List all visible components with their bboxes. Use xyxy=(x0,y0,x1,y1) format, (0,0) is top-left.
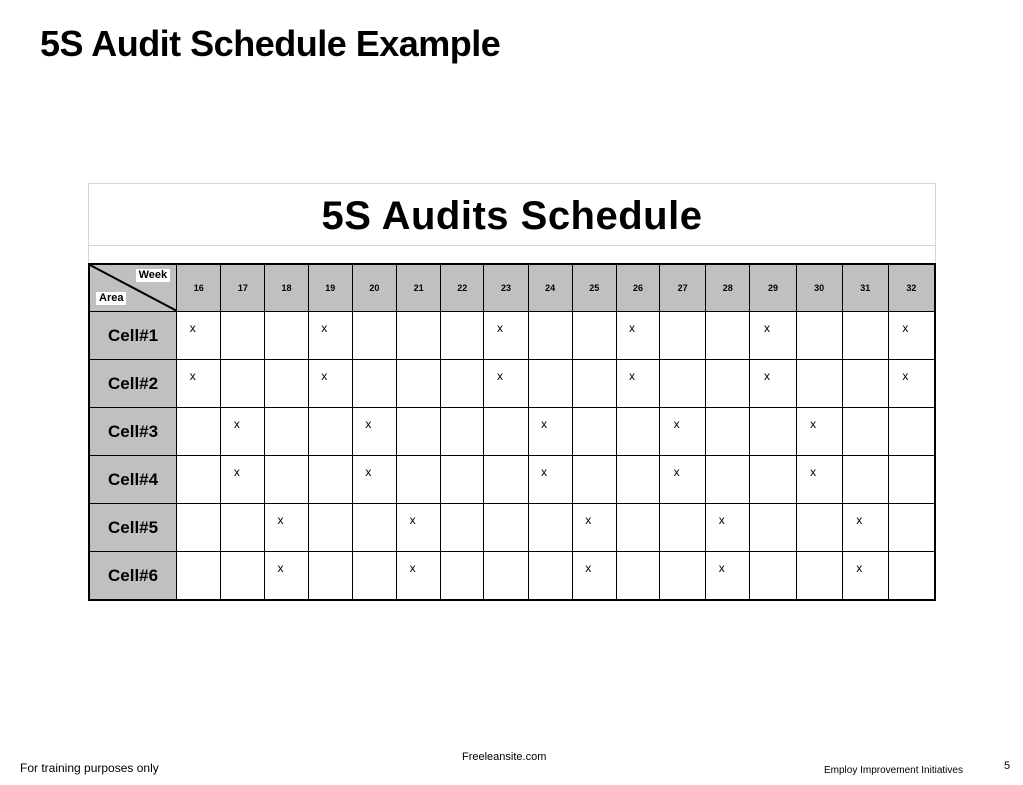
audit-mark: x xyxy=(409,560,416,575)
audit-mark: x xyxy=(902,320,909,335)
schedule-cell xyxy=(888,456,935,504)
schedule-cell xyxy=(441,312,484,360)
week-header: 20 xyxy=(352,264,396,312)
week-header: 32 xyxy=(888,264,935,312)
week-header: 18 xyxy=(265,264,308,312)
schedule-cell xyxy=(616,456,659,504)
schedule-cell xyxy=(706,408,750,456)
area-cell: Cell#1 xyxy=(89,312,177,360)
week-header: 22 xyxy=(441,264,484,312)
schedule-cell xyxy=(352,408,396,456)
schedule-cell xyxy=(706,312,750,360)
schedule-cell xyxy=(221,360,265,408)
schedule-cell xyxy=(221,312,265,360)
schedule-cell xyxy=(842,456,888,504)
gridline xyxy=(89,245,935,246)
schedule-cell xyxy=(750,504,796,552)
week-header: 27 xyxy=(660,264,706,312)
schedule-cell xyxy=(750,312,796,360)
audit-mark: x xyxy=(902,368,909,383)
audit-mark: x xyxy=(277,512,284,527)
audit-mark: x xyxy=(856,512,863,527)
schedule-cell xyxy=(397,360,441,408)
schedule-cell xyxy=(528,408,572,456)
schedule-cell xyxy=(616,312,659,360)
footer-disclaimer: For training purposes only xyxy=(20,761,159,775)
schedule-cell xyxy=(308,312,352,360)
schedule-cell xyxy=(308,504,352,552)
schedule-cell xyxy=(308,408,352,456)
table-row xyxy=(89,456,935,504)
audit-mark: x xyxy=(541,464,548,479)
audit-mark: x xyxy=(763,320,770,335)
schedule-cell xyxy=(888,408,935,456)
audit-mark: x xyxy=(277,560,284,575)
schedule-cell xyxy=(660,408,706,456)
table-row xyxy=(89,312,935,360)
schedule-cell xyxy=(796,408,842,456)
audit-mark: x xyxy=(810,416,817,431)
week-header: 29 xyxy=(750,264,796,312)
slide-title: 5S Audit Schedule Example xyxy=(40,23,501,64)
schedule-cell xyxy=(441,552,484,601)
schedule-cell xyxy=(660,456,706,504)
footer-tagline: Employ Improvement Initiatives xyxy=(824,765,963,776)
schedule-cell xyxy=(265,360,308,408)
audit-mark: x xyxy=(585,512,592,527)
schedule-cell xyxy=(484,504,528,552)
schedule-cell xyxy=(888,360,935,408)
week-label: Week xyxy=(136,269,171,282)
schedule-cell xyxy=(177,312,221,360)
audit-mark: x xyxy=(189,320,196,335)
schedule-cell xyxy=(842,552,888,601)
schedule-cell xyxy=(660,360,706,408)
schedule-cell xyxy=(528,456,572,504)
schedule-cell xyxy=(352,312,396,360)
schedule-cell xyxy=(177,456,221,504)
table-row xyxy=(89,408,935,456)
sheet-title-area xyxy=(88,183,936,263)
schedule-cell xyxy=(888,504,935,552)
week-header: 30 xyxy=(796,264,842,312)
area-cell: Cell#3 xyxy=(89,408,177,456)
schedule-cell xyxy=(177,504,221,552)
audit-mark: x xyxy=(718,512,725,527)
schedule-cell xyxy=(572,504,616,552)
audit-mark: x xyxy=(409,512,416,527)
schedule-cell xyxy=(397,312,441,360)
schedule-cell xyxy=(706,360,750,408)
schedule-cell xyxy=(528,552,572,601)
audit-mark: x xyxy=(585,560,592,575)
schedule-cell xyxy=(572,312,616,360)
area-cell: Cell#5 xyxy=(89,504,177,552)
schedule-cell xyxy=(265,504,308,552)
schedule-cell xyxy=(221,552,265,601)
schedule-cell xyxy=(177,360,221,408)
week-header: 26 xyxy=(616,264,659,312)
schedule-cell xyxy=(177,552,221,601)
schedule-cell xyxy=(660,504,706,552)
table-body xyxy=(89,312,935,601)
audit-mark: x xyxy=(233,416,240,431)
schedule-cell xyxy=(842,312,888,360)
week-header: 25 xyxy=(572,264,616,312)
schedule-cell xyxy=(796,312,842,360)
schedule-cell xyxy=(484,312,528,360)
week-header: 24 xyxy=(528,264,572,312)
schedule-cell xyxy=(221,504,265,552)
area-cell: Cell#6 xyxy=(89,552,177,601)
schedule-cell xyxy=(308,360,352,408)
audit-mark: x xyxy=(856,560,863,575)
audit-mark: x xyxy=(673,464,680,479)
sheet-title: 5S Audits Schedule xyxy=(321,194,703,238)
audit-mark: x xyxy=(365,464,372,479)
audit-mark: x xyxy=(628,320,635,335)
schedule-cell xyxy=(842,504,888,552)
audit-schedule-table xyxy=(88,263,936,601)
week-header: 17 xyxy=(221,264,265,312)
schedule-cell xyxy=(616,408,659,456)
schedule-cell xyxy=(706,504,750,552)
spreadsheet-image xyxy=(88,183,936,599)
schedule-cell xyxy=(308,552,352,601)
week-header: 19 xyxy=(308,264,352,312)
schedule-cell xyxy=(221,408,265,456)
footer-site: Freeleansite.com xyxy=(462,751,547,763)
schedule-cell xyxy=(888,312,935,360)
audit-mark: x xyxy=(365,416,372,431)
schedule-cell xyxy=(616,360,659,408)
table-row xyxy=(89,504,935,552)
schedule-cell xyxy=(265,456,308,504)
schedule-cell xyxy=(616,504,659,552)
schedule-cell xyxy=(528,504,572,552)
audit-mark: x xyxy=(496,368,503,383)
schedule-cell xyxy=(484,408,528,456)
schedule-cell xyxy=(352,552,396,601)
schedule-cell xyxy=(572,552,616,601)
schedule-cell xyxy=(572,360,616,408)
schedule-cell xyxy=(796,456,842,504)
audit-mark: x xyxy=(189,368,196,383)
schedule-cell xyxy=(796,360,842,408)
schedule-cell xyxy=(352,360,396,408)
area-cell: Cell#2 xyxy=(89,360,177,408)
table-header-row xyxy=(89,264,935,312)
schedule-cell xyxy=(397,504,441,552)
schedule-cell xyxy=(484,552,528,601)
schedule-cell xyxy=(397,552,441,601)
schedule-cell xyxy=(706,456,750,504)
schedule-cell xyxy=(750,456,796,504)
week-header: 23 xyxy=(484,264,528,312)
audit-mark: x xyxy=(321,320,328,335)
schedule-cell xyxy=(842,360,888,408)
schedule-cell xyxy=(397,408,441,456)
audit-mark: x xyxy=(541,416,548,431)
schedule-cell xyxy=(528,312,572,360)
week-header: 21 xyxy=(397,264,441,312)
schedule-cell xyxy=(265,552,308,601)
schedule-cell xyxy=(706,552,750,601)
audit-mark: x xyxy=(496,320,503,335)
schedule-cell xyxy=(397,456,441,504)
schedule-cell xyxy=(616,552,659,601)
schedule-cell xyxy=(441,504,484,552)
schedule-cell xyxy=(750,552,796,601)
schedule-cell xyxy=(572,408,616,456)
schedule-cell xyxy=(572,456,616,504)
audit-mark: x xyxy=(810,464,817,479)
schedule-cell xyxy=(888,552,935,601)
schedule-cell xyxy=(660,312,706,360)
schedule-cell xyxy=(352,504,396,552)
area-cell: Cell#4 xyxy=(89,456,177,504)
schedule-cell xyxy=(352,456,396,504)
schedule-cell xyxy=(265,408,308,456)
page-number: 5 xyxy=(1004,760,1011,772)
area-label: Area xyxy=(96,292,126,305)
table-row xyxy=(89,552,935,601)
audit-mark: x xyxy=(673,416,680,431)
audit-mark: x xyxy=(321,368,328,383)
week-header: 16 xyxy=(177,264,221,312)
schedule-cell xyxy=(750,360,796,408)
week-header: 28 xyxy=(706,264,750,312)
schedule-cell xyxy=(660,552,706,601)
schedule-cell xyxy=(528,360,572,408)
corner-cell xyxy=(89,264,177,312)
table-row xyxy=(89,360,935,408)
audit-mark: x xyxy=(233,464,240,479)
schedule-cell xyxy=(842,408,888,456)
schedule-cell xyxy=(308,456,352,504)
week-header: 31 xyxy=(842,264,888,312)
schedule-cell xyxy=(441,408,484,456)
audit-mark: x xyxy=(718,560,725,575)
schedule-cell xyxy=(796,504,842,552)
schedule-cell xyxy=(484,456,528,504)
audit-mark: x xyxy=(763,368,770,383)
schedule-cell xyxy=(221,456,265,504)
schedule-cell xyxy=(177,408,221,456)
schedule-cell xyxy=(441,360,484,408)
schedule-cell xyxy=(484,360,528,408)
schedule-cell xyxy=(796,552,842,601)
schedule-cell xyxy=(750,408,796,456)
schedule-cell xyxy=(265,312,308,360)
audit-mark: x xyxy=(628,368,635,383)
schedule-cell xyxy=(441,456,484,504)
